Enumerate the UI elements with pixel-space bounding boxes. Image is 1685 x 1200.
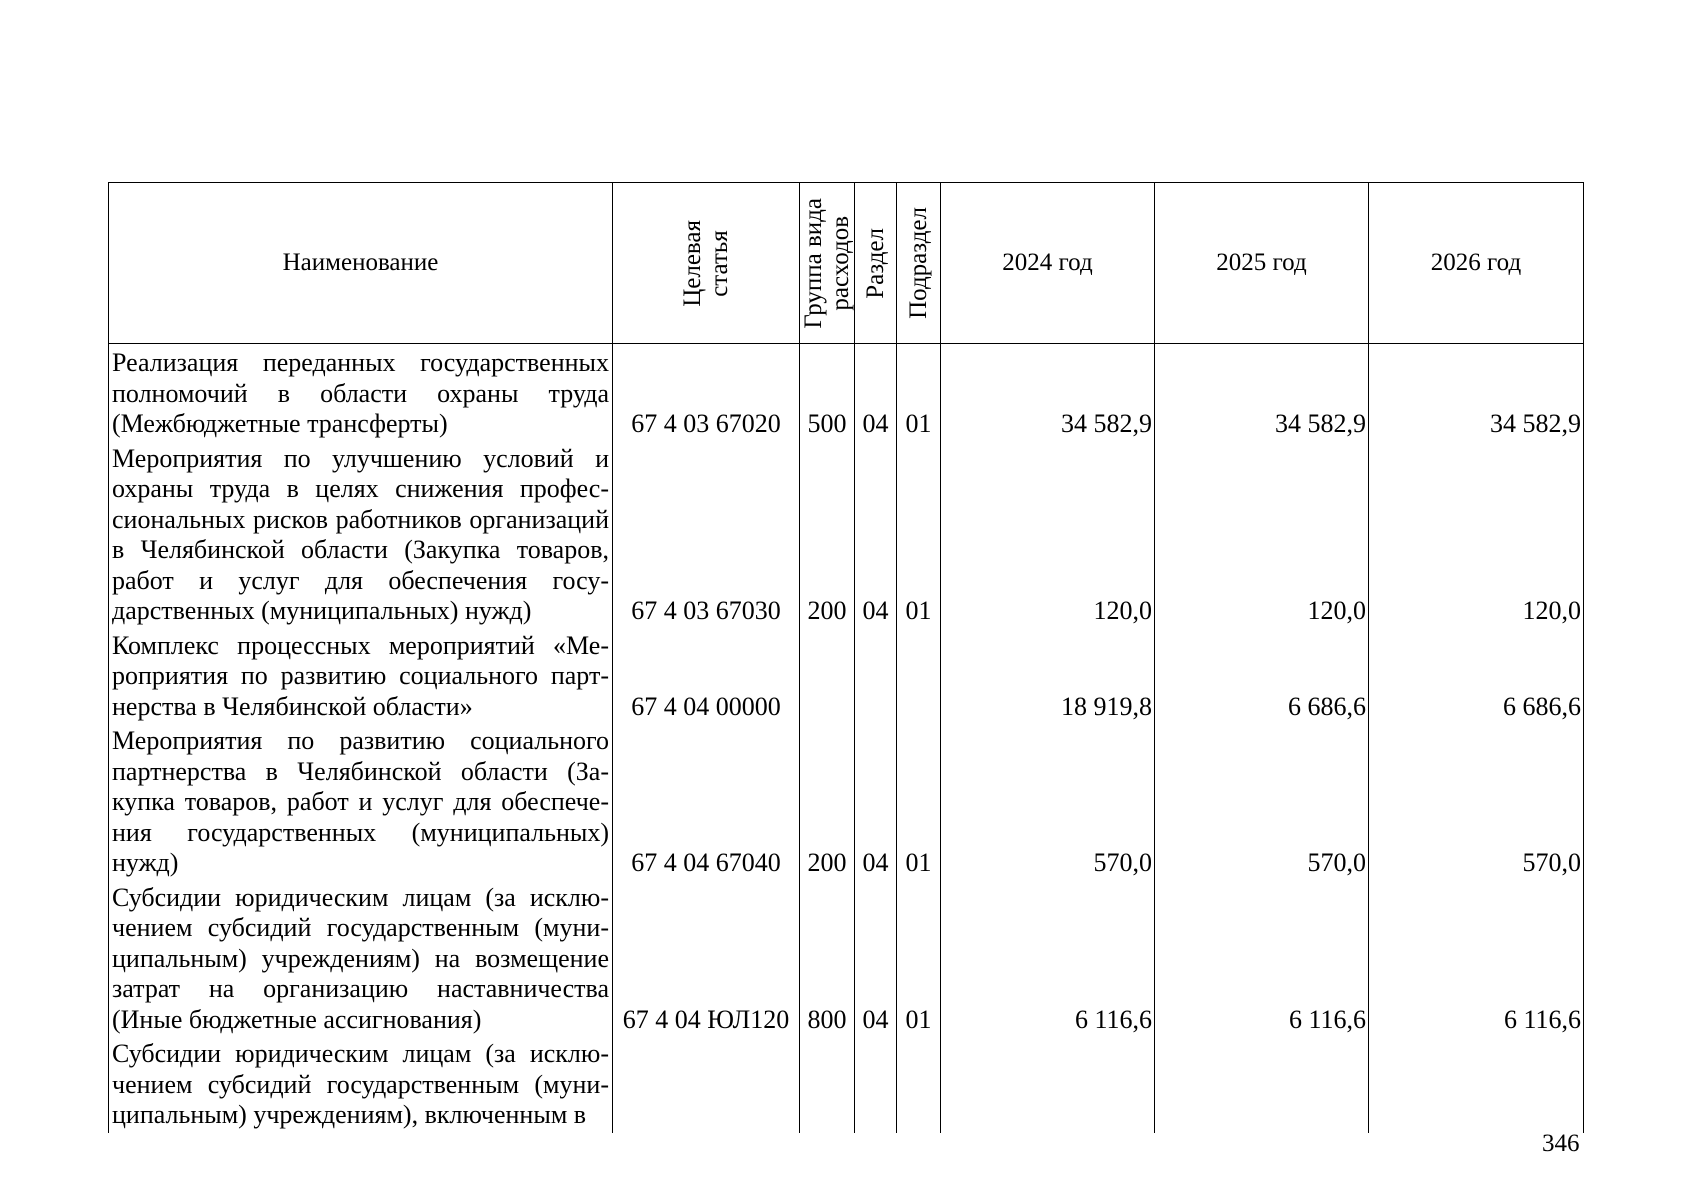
row-expense-group [800,627,855,723]
row-section: 04 [855,440,897,627]
header-year-2025: 2025 год [1155,183,1369,344]
table-row [109,722,1584,879]
budget-table [108,182,1584,1133]
row-year-2025: 34 582,9 [1155,344,1369,440]
row-name: Комплекс процессных мероприятий «Мероприятия по развитию социального партнерства в Челябинской области» [109,627,613,723]
row-year-2026: 120,0 [1369,440,1584,627]
page-number: 346 [1542,1130,1580,1157]
table-row [109,344,1584,440]
row-target-article: 67 4 04 ЮЛ120 [613,879,800,1036]
row-year-2025 [1155,1035,1369,1133]
table-row [109,627,1584,723]
row-subsection: 01 [897,440,941,627]
row-name: Субсидии юридическим лицам (за исключением субсидий государственным (муниципальным) учреждениям) на возмещение затрат на организацию наставничества (Иные бюджетные ассигнования) [109,879,613,1036]
header-target-article: Целевая статья [613,183,800,344]
header-section: Раздел [855,183,897,344]
row-expense-group: 500 [800,344,855,440]
row-year-2026: 570,0 [1369,722,1584,879]
row-section [855,627,897,723]
row-year-2024: 120,0 [941,440,1155,627]
table-row [109,1035,1584,1133]
row-year-2024: 34 582,9 [941,344,1155,440]
header-year-2026: 2026 год [1369,183,1584,344]
row-name: Мероприятия по развитию социального партнерства в Челябинской области (Закупка товаров, работ и услуг для обеспечения государственных (муниципальных) нужд) [109,722,613,879]
table-row [109,879,1584,1036]
row-subsection: 01 [897,879,941,1036]
row-target-article: 67 4 04 00000 [613,627,800,723]
row-target-article: 67 4 03 67030 [613,440,800,627]
row-year-2025: 570,0 [1155,722,1369,879]
row-expense-group: 200 [800,722,855,879]
header-expense-group: Группа вида расходов [800,183,855,344]
row-year-2026: 6 686,6 [1369,627,1584,723]
row-year-2026 [1369,1035,1584,1133]
table-row [109,440,1584,627]
row-year-2024: 570,0 [941,722,1155,879]
row-year-2025: 120,0 [1155,440,1369,627]
row-section: 04 [855,722,897,879]
header-year-2024: 2024 год [941,183,1155,344]
row-subsection [897,627,941,723]
row-year-2025: 6 686,6 [1155,627,1369,723]
row-year-2024: 18 919,8 [941,627,1155,723]
row-target-article: 67 4 03 67020 [613,344,800,440]
row-name: Мероприятия по улучшению условий и охраны труда в целях снижения профессиональных рисков работников организаций в Челябинской области (Закупка товаров, работ и услуг для обеспечения государственных (муниципальных) нужд) [109,440,613,627]
row-target-article: 67 4 04 67040 [613,722,800,879]
row-section: 04 [855,344,897,440]
row-year-2024: 6 116,6 [941,879,1155,1036]
row-year-2026: 6 116,6 [1369,879,1584,1036]
row-year-2024 [941,1035,1155,1133]
budget-table-container [108,182,1584,1133]
header-name: Наименование [109,183,613,344]
row-subsection: 01 [897,344,941,440]
row-year-2026: 34 582,9 [1369,344,1584,440]
row-year-2025: 6 116,6 [1155,879,1369,1036]
row-target-article [613,1035,800,1133]
header-subsection: Подраздел [897,183,941,344]
row-subsection [897,1035,941,1133]
row-expense-group: 800 [800,879,855,1036]
row-section [855,1035,897,1133]
row-subsection: 01 [897,722,941,879]
table-header-row [109,183,1584,344]
row-expense-group: 200 [800,440,855,627]
row-section: 04 [855,879,897,1036]
row-name: Субсидии юридическим лицам (за исключением субсидий государственным (муниципальным) учреждениям), включенным в [109,1035,613,1133]
row-name: Реализация переданных государственных полномочий в области охраны труда (Межбюджетные трансферты) [109,344,613,440]
row-expense-group [800,1035,855,1133]
